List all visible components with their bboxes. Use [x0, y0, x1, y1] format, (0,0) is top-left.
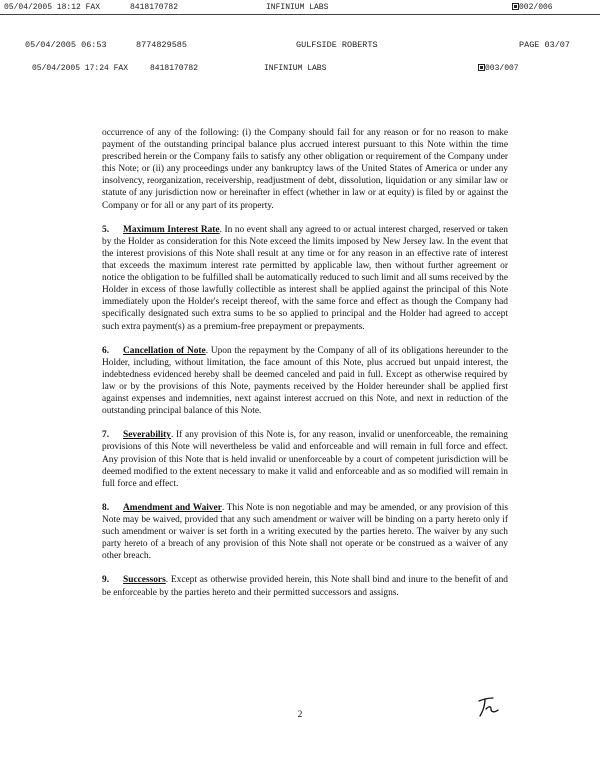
fax-header-2-number: 8774829585 [136, 40, 188, 50]
section-6-number: 6. [102, 345, 110, 356]
fax-header-3-datetime: 05/04/2005 17:24 FAX [32, 64, 129, 73]
section-5-number: 5. [102, 224, 110, 235]
section-5-text: In no event shall any agreed to or actual interest charged, reserved or taken by the Holder as consideration for this Note exceed the limits imposed by New Jersey law. In the event that the interest provisions of this Note shall result at any time or for any reason in an effective rate of interest that exceeds the maximum interest rate permitted by applicable law, then without further agreement or notice the obligation to be fulfilled shall be automatically reduced to such limit and all sums received by the Holder in excess of those lawfully collectible as interest shall be applied against the principal of this Note immediately upon the Holder's receipt thereof, with the same force and effect as though the Company had specifically designated such extra sums to be so applied to principal and the Holder had agreed to accept such extra payment(s) as a premium-free prepayment or prepayments. [102, 224, 508, 332]
fax-header-1-page: 002/006 [512, 3, 553, 12]
section-8-text: This Note is non negotiable and may be amended, or any provision of this Note may be waived, provided that any such amendment or waiver will be binding on a party hereto only if such amendment or waiver is set forth in a writing executed by the parties hereto. The waiver by any such party hereto of a breach of any provision of this Note shall not operate or be construed as a waiver of any other breach. [102, 502, 508, 562]
section-8: 8. Amendment and Waiver. This Note is non negotiable and may be amended, or any provision of this Note may be waived, provided that any such amendment or waiver will be binding on a party hereto only if such amendment or waiver is set forth in a writing executed by the parties hereto. The waiver by any such party hereto of a breach of any provision of this Note shall not operate or be construed as a waiver of any other breach. [102, 502, 508, 562]
section-9-text: Except as otherwise provided herein, this Note shall bind and inure to the benefit of and be enforceable by the parties hereto and their permitted successors and assigns. [102, 575, 508, 598]
section-8-heading: Amendment and Waiver [123, 502, 222, 513]
fax-header-2-company: GULFSIDE ROBERTS [296, 40, 378, 50]
intro-paragraph: occurrence of any of the following: (i) the Company should fail for any reason or for no reason to make payment of the outstanding principal balance plus accrued interest pursuant to this Note within the time prescribed herein or the Company fails to satisfy any other obligation or requirement of the Company under this Note; or (ii) any proceedings under any bankruptcy laws of the United States of America or under any insolvency, reorganization, receivership, readjustment of debt, dissolution, liquidation or any similar law or statute of any jurisdiction now or hereinafter in effect (whether in law or at equity) is filed by or against the Company or for all or any part of its property. [102, 128, 508, 211]
section-9-number: 9. [102, 575, 110, 586]
fax-header-1-company: INFINIUM LABS [266, 3, 329, 12]
section-5: 5. Maximum Interest Rate. In no event shall any agreed to or actual interest charged, reserved or taken by the Holder as consideration for this Note exceed the limits imposed by New Jersey law. In the event that the interest provisions of this Note shall result at any time or for any reason in an effective rate of interest that exceeds the maximum interest rate permitted by applicable law, then without further agreement or notice the obligation to be fulfilled shall be automatically reduced to such limit and all sums received by the Holder in excess of those lawfully collectible as interest shall be applied against the principal of this Note immediately upon the Holder's receipt thereof, with the same force and effect as though the Company had specifically designated such extra sums to be so applied to principal and the Holder had agreed to accept such extra payment(s) as a premium-free prepayment or prepayments. [102, 224, 508, 332]
page-number: 2 [297, 710, 303, 720]
section-6-text: Upon the repayment by the Company of all of its obligations hereunder to the Holder, including, without limitation, the face amount of this Note, plus accrued but unpaid interest, the indebtedness evidenced hereby shall be deemed canceled and paid in full. Except as otherwise required by law or by the provisions of this Note, payments received by the Holder hereunder shall be applied first against expenses and indemnities, next against interest accrued on this Note, and next in reduction of the outstanding principal balance of this Note. [102, 345, 508, 417]
fax-header-3-company: INFINIUM LABS [264, 64, 327, 73]
section-8-number: 8. [102, 502, 110, 513]
section-7-text: If any provision of this Note is, for any reason, invalid or unenforceable, the remaining provisions of this Note will nevertheless be valid and enforceable and will remain in full force and effect. Any provision of this Note that is held invalid or unenforceable by a court of competent jurisdiction will be deemed modified to the extent necessary to make it valid and enforceable and as so modified will remain in full force and effect. [102, 430, 508, 489]
fax-header-1-number: 8418170782 [130, 3, 179, 12]
section-9: 9. Successors. Except as otherwise provided herein, this Note shall bind and inure to the benefit of and be enforceable by the parties hereto and their permitted successors and assigns. [102, 575, 508, 598]
section-7-heading: Severability [123, 430, 171, 441]
section-7: 7. Severability. If any provision of this Note is, for any reason, invalid or unenforceable, the remaining provisions of this Note will nevertheless be valid and enforceable and will remain in full force and effect. Any provision of this Note that is held invalid or unenforceable by a court of competent jurisdiction will be deemed modified to the extent necessary to make it valid and enforceable and as so modified will remain in full force and effect. [102, 430, 508, 489]
header-divider [0, 14, 600, 15]
section-6-heading: Cancellation of Note [123, 345, 206, 356]
section-6: 6. Cancellation of Note. Upon the repayment by the Company of all of its obligations hereunder to the Holder, including, without limitation, the face amount of this Note, plus accrued but unpaid interest, the indebtedness evidenced hereby shall be deemed canceled and paid in full. Except as otherwise required by law or by the provisions of this Note, payments received by the Holder hereunder shall be applied first against expenses and indemnities, next against interest accrued on this Note, and next in reduction of the outstanding principal balance of this Note. [102, 345, 508, 417]
section-9-heading: Successors [123, 575, 166, 586]
fax-page-icon [512, 3, 519, 10]
document-body [102, 127, 508, 611]
section-7-number: 7. [102, 430, 110, 441]
fax-header-2-datetime: 05/04/2005 06:53 [25, 40, 107, 50]
fax-page-icon [478, 64, 485, 71]
section-5-heading: Maximum Interest Rate [123, 224, 220, 235]
fax-header-2-page: PAGE 03/07 [519, 40, 571, 50]
fax-header-3-page: 003/007 [478, 64, 519, 73]
fax-header-3-number: 8418170782 [150, 64, 199, 73]
fax-header-1-datetime: 05/04/2005 18:12 FAX [4, 3, 101, 12]
